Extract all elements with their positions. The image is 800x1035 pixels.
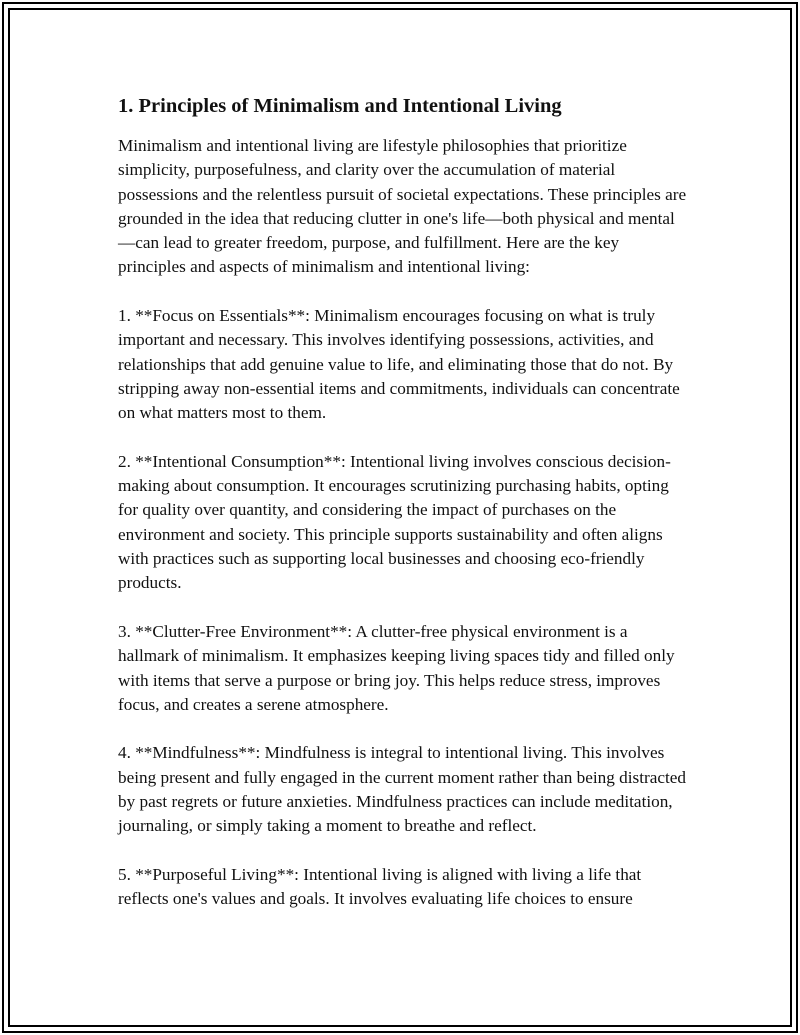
document-body bbox=[118, 92, 690, 936]
principle-purposeful-living: 5. **Purposeful Living**: Intentional living is aligned with living a life that reflects one's values and goals. It involves evaluating life choices to ensure bbox=[118, 864, 642, 909]
principle-clutter-free-environment: 3. **Clutter-Free Environment**: A clutter-free physical environment is a hallmark of minimalism. It emphasizes keeping living spaces tidy and filled only with items that serve a purpose or bring joy. This helps reduce stress, improves focus, and creates a serene atmosphere. bbox=[118, 621, 675, 714]
principle-mindfulness: 4. **Mindfulness**: Mindfulness is integral to intentional living. This involves being present and fully engaged in the current moment rather than being distracted by past regrets or future anxieties. Mindfulness practices can include meditation, journaling, or simply taking a moment to breathe and reflect. bbox=[118, 743, 686, 836]
principle-intentional-consumption: 2. **Intentional Consumption**: Intentional living involves conscious decision-making about consumption. It encourages scrutinizing purchasing habits, opting for quality over quantity, and considering the impact of purchases on the environment and society. This principle supports sustainability and often aligns with practices such as supporting local businesses and choosing eco-friendly products. bbox=[118, 451, 671, 593]
intro-paragraph: Minimalism and intentional living are lifestyle philosophies that prioritize simplicity, purposefulness, and clarity over the accumulation of material possessions and the relentless pursuit of societal expectations. These principles are grounded in the idea that reducing clutter in one's life—both physical and mental—can lead to greater freedom, purpose, and fulfillment. Here are the key principles and aspects of minimalism and intentional living: bbox=[118, 136, 687, 277]
principle-focus-on-essentials: 1. **Focus on Essentials**: Minimalism encourages focusing on what is truly important and necessary. This involves identifying possessions, activities, and relationships that add genuine value to life, and eliminating those that do not. By stripping away non-essential items and commitments, individuals can concentrate on what matters most to them. bbox=[118, 306, 680, 423]
section-title: 1. Principles of Minimalism and Intentional Living bbox=[118, 95, 562, 117]
